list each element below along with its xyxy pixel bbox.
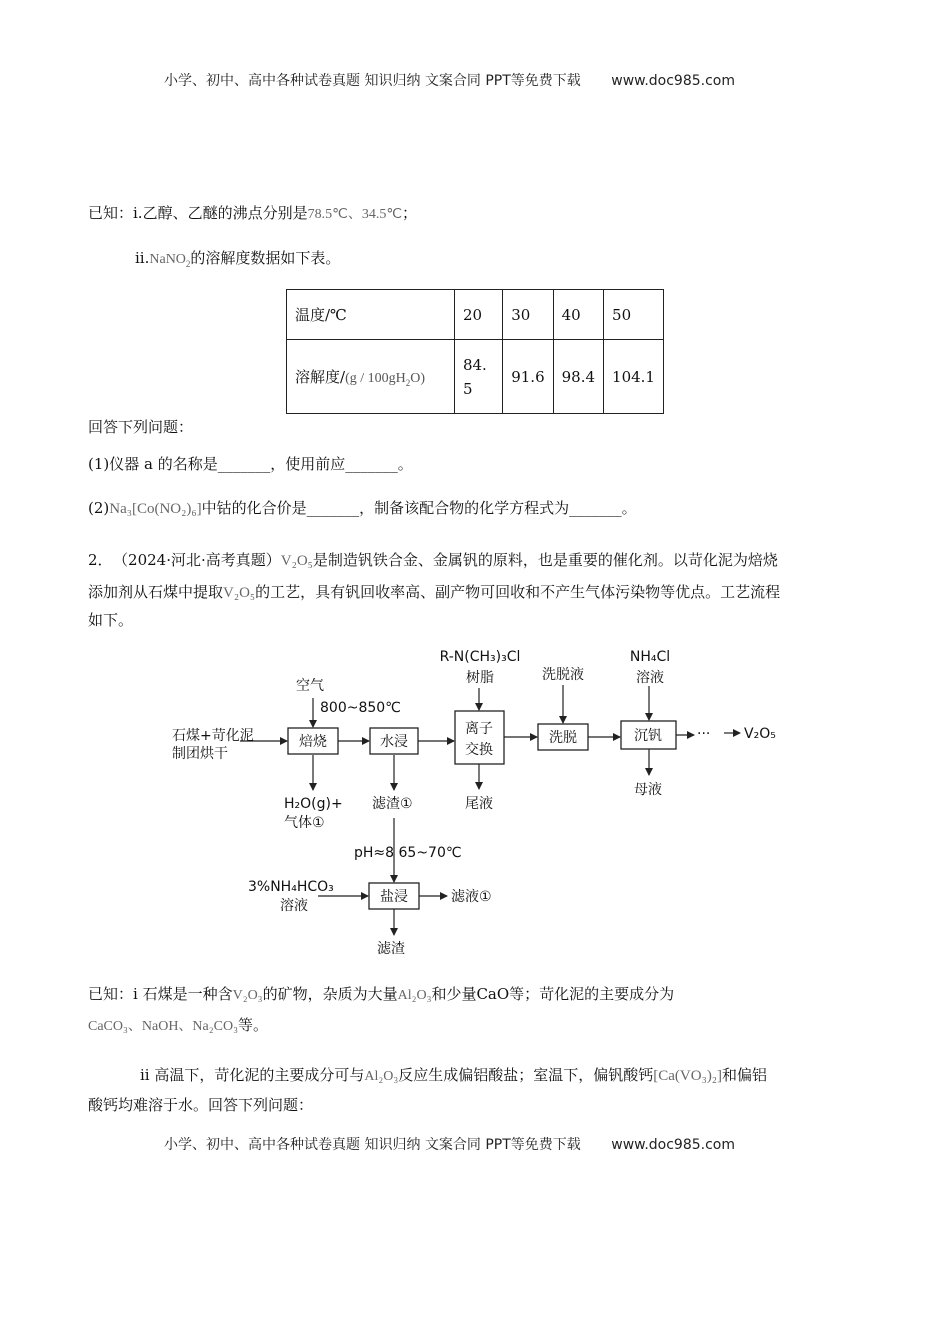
flow-condition: pH≈8 65~70℃ — [354, 845, 462, 861]
table-header-solubility: 溶解度$/(g / 100gH_2O)$ — [287, 340, 455, 414]
flow-resin-1: R-N(CH₃)₃Cl — [439, 649, 521, 665]
table-cell: 20 — [454, 290, 502, 340]
flow-reagent-2: 溶液 — [280, 898, 308, 914]
problem-2-line-2: 添加剂从石煤中提取V₂O₅的工艺，具有钒回收率高、副产物可回收和不产生气体污染物等优点。工艺流程 — [88, 583, 781, 601]
question-1: (1)仪器 a 的名称是_______，使用前应_______。 — [88, 455, 413, 473]
flow-product: V₂O₅ — [744, 726, 776, 742]
footer-url[interactable]: www.doc985.com — [611, 1137, 735, 1153]
flow-out-roast-2: 气体① — [284, 815, 325, 831]
table-header-temp: 温度/℃ — [287, 290, 455, 340]
flow-out-roast-1: H₂O(g)+ — [284, 796, 343, 812]
flow-ion-2: 交换 — [465, 742, 493, 758]
table-cell: 91.6 — [503, 340, 553, 414]
flow-start-1: 石煤+苛化泥 — [172, 728, 254, 744]
flow-dots: ··· — [697, 726, 711, 742]
flow-ion-1: 离子 — [465, 721, 493, 737]
question-2: (2)Na₃[Co(NO₂)₆]中钴的化合价是_______，制备该配合物的化学方程式为_______。 — [88, 499, 637, 517]
table-cell: 104.1 — [604, 340, 664, 414]
flow-residue: 滤渣 — [377, 941, 405, 957]
flow-precip-label: 沉钒 — [634, 728, 662, 744]
problem-2-line-3: 如下。 — [88, 611, 134, 629]
flow-nh4cl-2: 溶液 — [636, 670, 664, 686]
flow-air: 空气 — [296, 678, 324, 694]
known-line-2: ii.NaNO$_2$的溶解度数据如下表。 — [135, 249, 341, 269]
flow-start-2: 制团烘干 — [172, 746, 228, 762]
page-footer — [164, 1134, 735, 1154]
flow-leach-label: 水浸 — [380, 734, 408, 750]
flow-reagent-1: 3%NH₄HCO₃ — [248, 879, 334, 895]
header-text: 小学、初中、高中各种试卷真题 知识归纳 文案合同 PPT等免费下载 — [164, 73, 581, 89]
problem-2-line-1: 2． （2024·河北·高考真题）V₂O₅是制造钒铁合金、金属钒的原料，也是重要的催化剂。以苛化泥为焙烧 — [88, 551, 778, 569]
flow-salt-leach-label: 盐浸 — [380, 889, 408, 905]
table-cell: 84. 5 — [454, 340, 502, 414]
footer-text: 小学、初中、高中各种试卷真题 知识归纳 文案合同 PPT等免费下载 — [164, 1137, 581, 1153]
table-cell: 40 — [553, 290, 603, 340]
flow-residue1: 滤渣① — [372, 796, 413, 812]
flow-temp: 800~850℃ — [320, 700, 401, 716]
flow-tail-liquid: 尾液 — [465, 796, 493, 812]
known-line-1: 已知：i.乙醇、乙醚的沸点分别是78.5℃、34.5℃； — [88, 204, 418, 222]
table-cell: 50 — [604, 290, 664, 340]
flow-nh4cl-1: NH₄Cl — [629, 649, 671, 665]
flow-roast-label: 焙烧 — [299, 734, 327, 750]
known3-line-2: 酸钙均难溶于水。回答下列问题： — [88, 1096, 314, 1114]
table-cell: 30 — [503, 290, 553, 340]
known2-line-2: CaCO₃、NaOH、Na₂CO₃等。 — [88, 1016, 268, 1034]
flow-filtrate1: 滤液① — [451, 889, 492, 905]
flow-eluent: 洗脱液 — [542, 667, 584, 683]
known3-line-1: ii 高温下，苛化泥的主要成分可与Al₂O₃反应生成偏铝酸盐；室温下，偏钒酸钙[Ca(VO₃)₂]和偏铝 — [140, 1066, 768, 1084]
header-url[interactable]: www.doc985.com — [611, 73, 735, 89]
questions-intro: 回答下列问题： — [88, 418, 194, 436]
flow-elute-label: 洗脱 — [549, 730, 577, 746]
flow-resin-2: 树脂 — [466, 670, 494, 686]
table-cell: 98.4 — [553, 340, 603, 414]
known2-line-1: 已知：i 石煤是一种含V₂O₃的矿物，杂质为大量Al₂O₃和少量CaO等；苛化泥的主要成分为 — [88, 985, 675, 1003]
flow-mother-liquor: 母液 — [634, 782, 662, 798]
